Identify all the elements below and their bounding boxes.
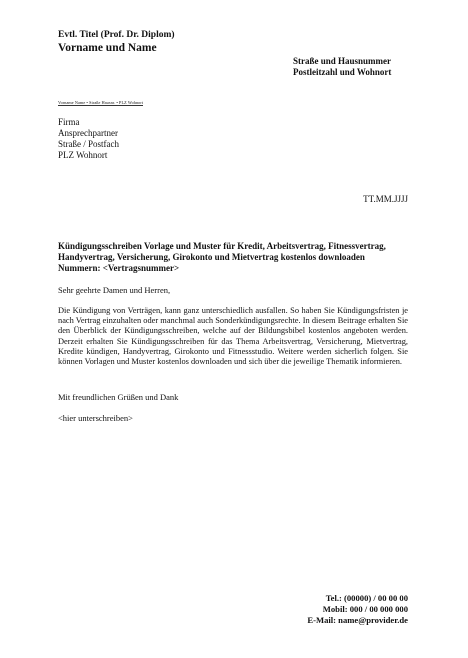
recipient-company: Firma: [58, 117, 80, 127]
sender-title: Evtl. Titel (Prof. Dr. Diplom): [58, 30, 175, 40]
letter-date: TT.MM.JJJJ: [363, 194, 408, 204]
closing: Mit freundlichen Grüßen und Dank: [58, 392, 179, 402]
footer-email: E-Mail: name@provider.de: [307, 615, 408, 625]
return-address-line: Vorname Name • Straße Hausnr. • PLZ Wohnort: [58, 100, 144, 105]
subject-line-3: Nummern: <Vertragsnummer>: [58, 263, 180, 273]
salutation: Sehr geehrte Damen und Herren,: [58, 285, 171, 295]
recipient-address: [58, 117, 119, 161]
subject-line-2: Handyvertrag, Versicherung, Girokonto und Mietvertrag kostenlos downloaden: [58, 252, 365, 262]
recipient-contact: Ansprechpartner: [58, 128, 118, 138]
recipient-city: PLZ Wohnort: [58, 150, 108, 160]
sender-city: Postleitzahl und Wohnort: [293, 67, 392, 77]
recipient-street: Straße / Postfach: [58, 139, 119, 149]
contact-footer: [307, 593, 408, 626]
footer-mobile: Mobil: 000 / 00 000 000: [322, 604, 408, 614]
signature-placeholder: <hier unterschreiben>: [58, 413, 133, 423]
letter-body: Die Kündigung von Verträgen, kann ganz unterschiedlich ausfallen. So haben Sie Kündigungsfristen je nach Vertrag einzuhalten oder manchmal auch Sonderkündigungsrechte. In diesem Beitrage erhalten Sie den Überblick der Kündigungsschreiben, welche auf der Bildungsbibel kostenlos angeboten werden. Derzeit erhalten Sie Kündigungsschreiben für das Thema Arbeitsvertrag, Versicherung, Mietvertrag, Kredite kündigen, Handyvertrag, Girokonto und Fitnessstudio. Weitere werden sicherlich folgen. Sie können Vorlagen und Muster kostenlos downloaden und sich über die jeweilige Thematik informieren.: [58, 306, 408, 367]
sender-name: Vorname und Name: [58, 42, 157, 54]
sender-address: [293, 56, 391, 78]
sender-street: Straße und Hausnummer: [293, 56, 392, 66]
subject-line: [58, 241, 410, 274]
subject-line-1: Kündigungsschreiben Vorlage und Muster für Kredit, Arbeitsvertrag, Fitnessvertrag,: [58, 241, 386, 251]
footer-phone: Tel.: (00000) / 00 00 00: [325, 593, 408, 603]
